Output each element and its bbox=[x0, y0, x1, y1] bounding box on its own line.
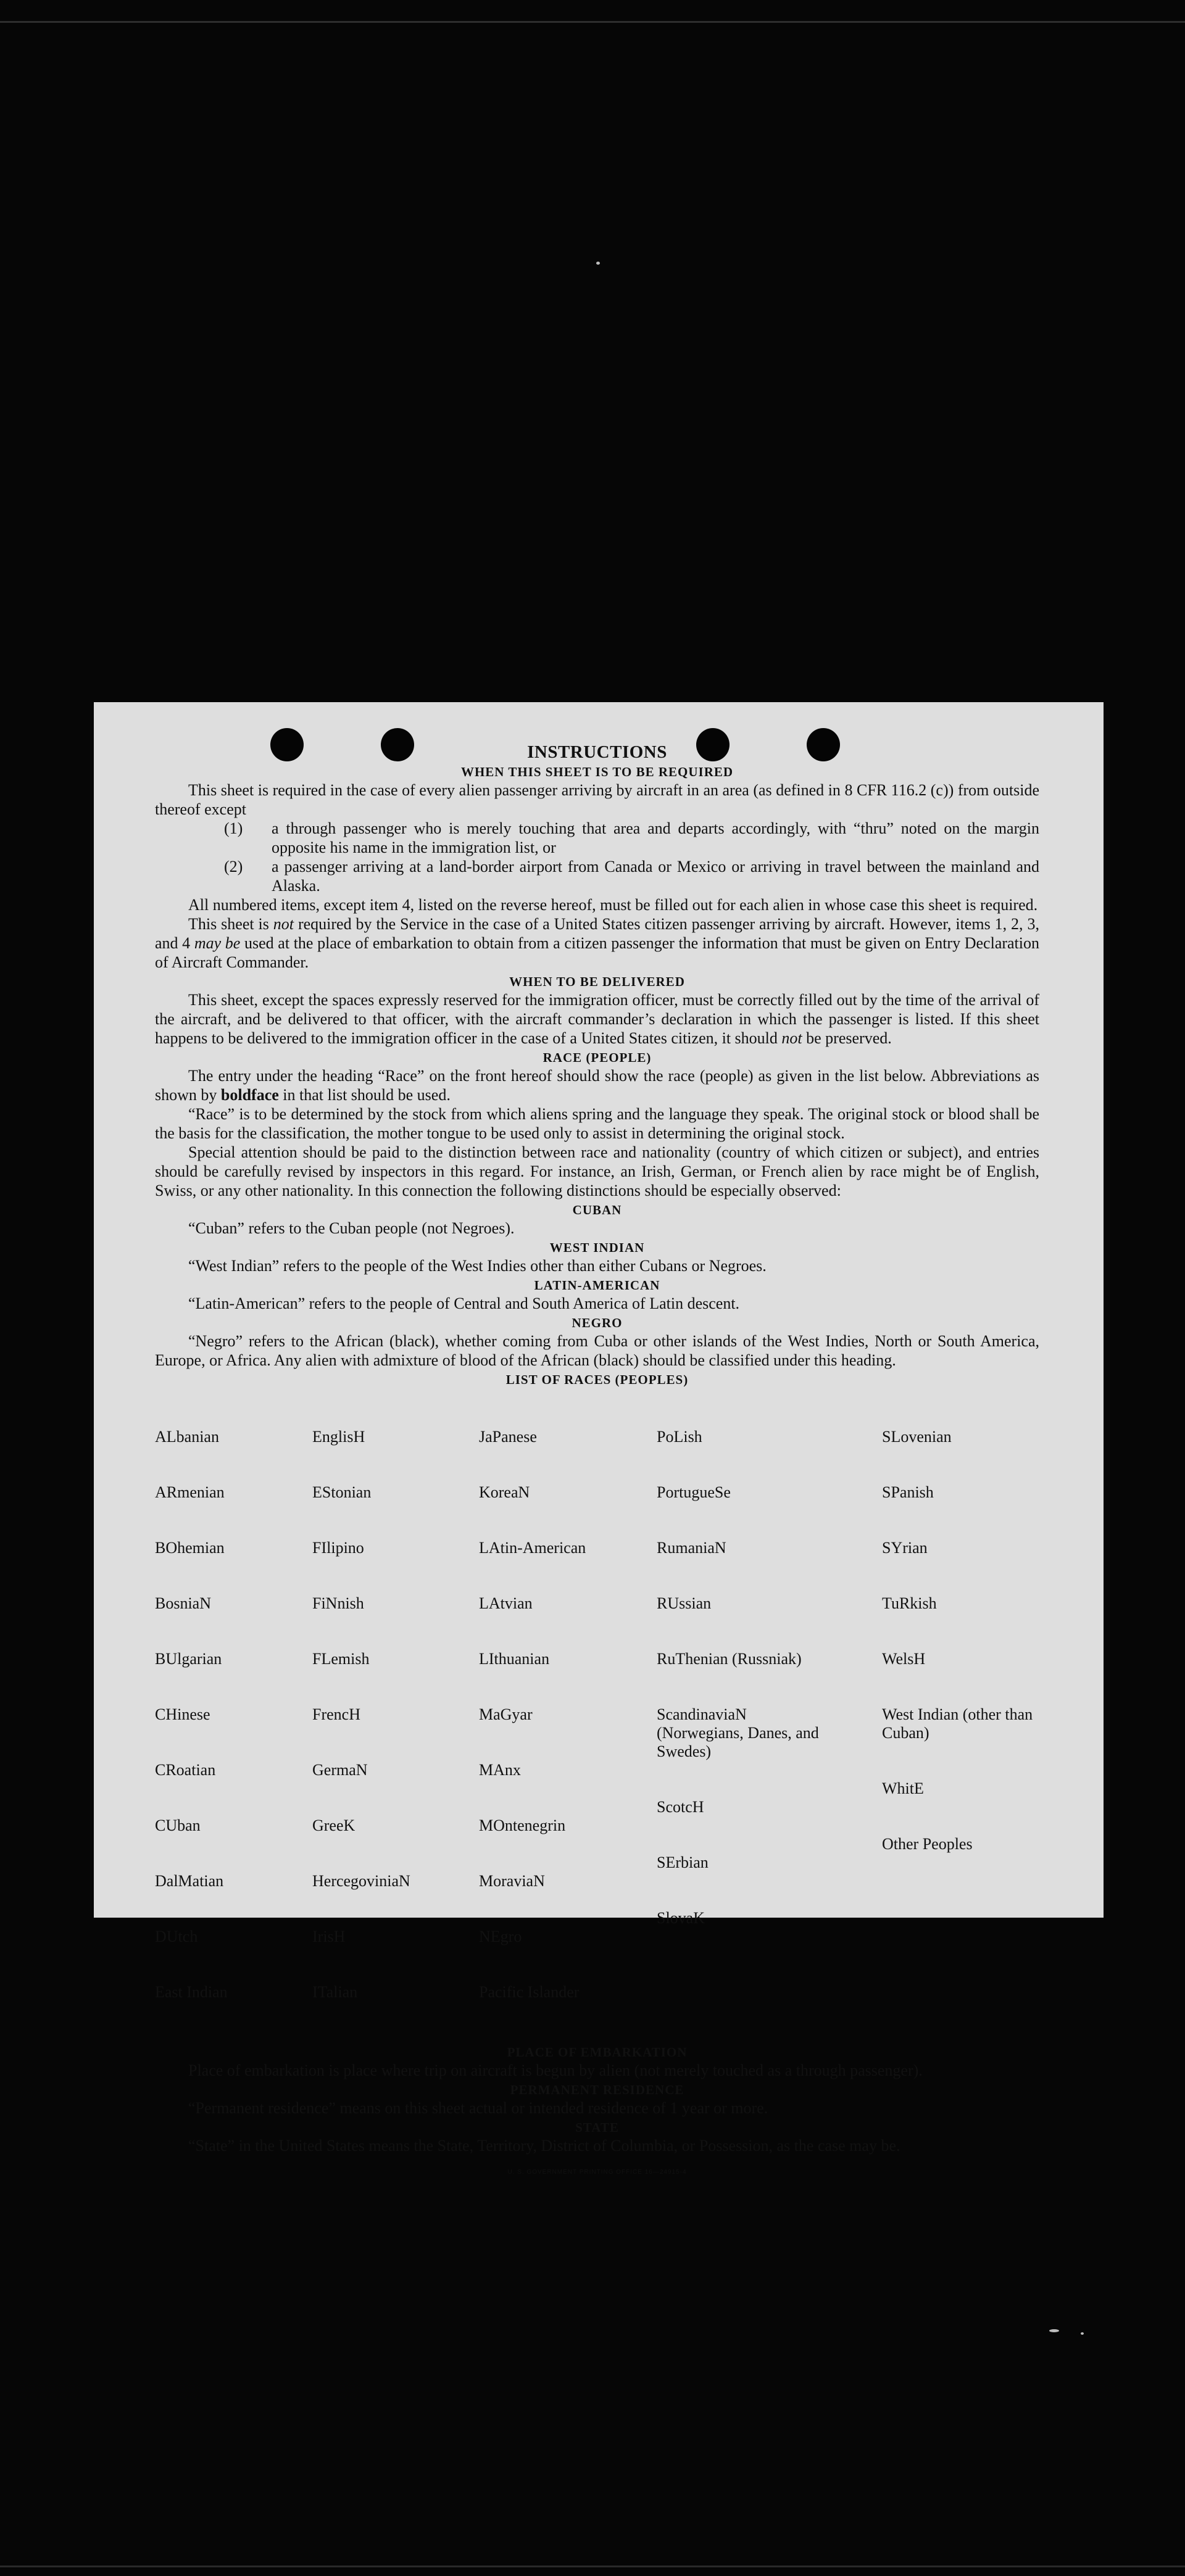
race-entry: LAtvian bbox=[479, 1594, 533, 1612]
top-scan-line bbox=[0, 21, 1185, 23]
place-of-embarkation-definition: Place of embarkation is place where trip on aircraft is begun by alien (not merely touched as a through passenger). bbox=[188, 2061, 923, 2079]
negro-definition: “Negro” refers to the African (black), whether coming from Cuba or other islands of the West Indies, North or South America, Europe, or Africa. Any alien with admixture of blood of the African (black) should be classified under this heading. bbox=[155, 1332, 1039, 1369]
race-entry: DalMatian bbox=[155, 1872, 224, 1890]
race-entry: CUban bbox=[155, 1816, 201, 1834]
west-indian-definition: “West Indian” refers to the people of the West Indies other than either Cubans or Negroes. bbox=[188, 1257, 767, 1275]
race-entry: MOntenegrin bbox=[479, 1816, 566, 1834]
state-definition: “State” in the United States means the State, Territory, District of Columbia, or Possession, as the case may be. bbox=[188, 2137, 900, 2155]
cuban-definition: “Cuban” refers to the Cuban people (not Negroes). bbox=[188, 1219, 515, 1237]
page-title: INSTRUCTIONS bbox=[527, 742, 667, 762]
race-entry: GermaN bbox=[312, 1761, 368, 1779]
race-entry: BosniaN bbox=[155, 1594, 211, 1612]
race-entry: SLovenian bbox=[882, 1428, 952, 1446]
race-entry: SPanish bbox=[882, 1483, 934, 1501]
heading-west-indian: WEST INDIAN bbox=[549, 1240, 645, 1255]
when-delivered-paragraph: This sheet, except the spaces expressly reserved for the immigration officer, must be correctly filled out by the time of the arrival of the aircraft, and be delivered to that officer, with the aircraft commander’s declaration in which the passenger is listed. If this sheet happens to be delivered to the immigration officer in the case of a United States citizen, it should not be preserved. bbox=[155, 991, 1039, 1047]
race-entry: ALbanian bbox=[155, 1428, 219, 1446]
heading-cuban: CUBAN bbox=[572, 1203, 622, 1217]
heading-latin-american: LATIN-AMERICAN bbox=[534, 1278, 660, 1293]
race-entry: ARmenian bbox=[155, 1483, 225, 1501]
race-paragraph-2: “Race” is to be determined by the stock from which aliens spring and the language they speak. The original stock or blood shall be the basis for the classification, the mother tongue to be used only to assist in determining the original stock. bbox=[155, 1105, 1039, 1142]
race-entry: MaGyar bbox=[479, 1705, 533, 1723]
heading-race: RACE (PEOPLE) bbox=[543, 1050, 652, 1065]
race-entry: RumaniaN bbox=[657, 1539, 726, 1557]
printing-office-imprint: U. S. GOVERNMENT PRINTING OFFICE 16—24915-4 bbox=[507, 2169, 687, 2176]
item-number: (1) bbox=[224, 819, 243, 837]
race-entry: SlovaK bbox=[657, 1909, 705, 1927]
race-entry: SYrian bbox=[882, 1539, 928, 1557]
race-entry: BUlgarian bbox=[155, 1650, 222, 1668]
race-entry: PoLish bbox=[657, 1428, 702, 1446]
item-text: a through passenger who is merely touching that area and departs accordingly, with “thru” noted on the margin opposite his name in the immigration list, or bbox=[272, 819, 1039, 856]
punch-hole bbox=[381, 728, 414, 761]
race-entry: WhitE bbox=[882, 1779, 924, 1797]
race-entry: West Indian (other than Cuban) bbox=[882, 1705, 1033, 1742]
race-entry: RUssian bbox=[657, 1594, 712, 1612]
race-entry: IrisH bbox=[312, 1928, 346, 1945]
race-entry: FiNnish bbox=[312, 1594, 364, 1612]
race-entry: FIlipino bbox=[312, 1539, 364, 1557]
race-paragraph-1: The entry under the heading “Race” on the front hereof should show the race (people) as given in the list below. Abbreviations as shown by boldface in that list should be used. bbox=[155, 1067, 1039, 1104]
races-list bbox=[155, 1391, 1039, 2039]
punch-hole bbox=[270, 728, 304, 761]
exception-item-2 bbox=[155, 857, 1039, 895]
citizen-paragraph: This sheet is not required by the Service in the case of a United States citizen passenger arriving by aircraft. However, items 1, 2, 3, and 4 may be used at the place of embarkation to obtain from a citizen passenger the information that must be given on Entry Declaration of Aircraft Commander. bbox=[155, 915, 1039, 971]
scan-speck bbox=[1081, 2332, 1084, 2335]
item-number: (2) bbox=[224, 858, 243, 876]
race-entry: FLemish bbox=[312, 1650, 370, 1668]
race-entry: LAtin-American bbox=[479, 1539, 586, 1557]
scan-speck bbox=[1049, 2329, 1059, 2332]
punch-hole bbox=[807, 728, 840, 761]
instruction-sheet bbox=[94, 702, 1104, 2176]
race-entry: JaPanese bbox=[479, 1428, 537, 1446]
race-entry: LIthuanian bbox=[479, 1650, 550, 1668]
race-entry: MoraviaN bbox=[479, 1872, 545, 1890]
races-column-2 bbox=[312, 1391, 479, 2039]
race-entry: GreeK bbox=[312, 1816, 356, 1834]
race-paragraph-3: Special attention should be paid to the distinction between race and nationality (country of which citizen or subject), and entries should be carefully revised by inspectors in this regard. For instance, an Irish, German, or French alien by race might be of English, Swiss, or any other nationality. In this connection the following distinctions should be especially observed: bbox=[155, 1143, 1039, 1199]
item-text: a passenger arriving at a land-border airport from Canada or Mexico or arriving in travel between the mainland and Alaska. bbox=[272, 858, 1039, 895]
race-entry: East Indian bbox=[155, 1983, 228, 2001]
numbered-items-paragraph: All numbered items, except item 4, listed on the reverse hereof, must be filled out for each alien in whose case this sheet is required. bbox=[188, 896, 1038, 914]
race-entry: PortugueSe bbox=[657, 1483, 731, 1501]
permanent-residence-definition: “Permanent residence” means on this sheet actual or intended residence of 1 year or more. bbox=[188, 2099, 768, 2117]
heading-when-required: WHEN THIS SHEET IS TO BE REQUIRED bbox=[460, 764, 734, 779]
race-entry: EStonian bbox=[312, 1483, 372, 1501]
race-entry: FrencH bbox=[312, 1705, 360, 1723]
race-entry: EnglisH bbox=[312, 1428, 365, 1446]
race-entry: Pacific Islander bbox=[479, 1983, 580, 2001]
race-entry: MAnx bbox=[479, 1761, 521, 1779]
race-entry: SErbian bbox=[657, 1853, 709, 1871]
heading-when-delivered: WHEN TO BE DELIVERED bbox=[509, 974, 685, 989]
exception-item-1 bbox=[155, 819, 1039, 857]
race-entry: RuThenian (Russniak) bbox=[657, 1650, 802, 1668]
race-entry: HercegoviniaN bbox=[312, 1872, 410, 1890]
race-entry: BOhemian bbox=[155, 1539, 225, 1557]
race-entry: ITalian bbox=[312, 1983, 358, 2001]
race-entry: ScandinaviaN (Norwegians, Danes, and Swedes) bbox=[657, 1705, 819, 1760]
race-entry: CRoatian bbox=[155, 1761, 216, 1779]
races-column-3 bbox=[479, 1391, 657, 2039]
latin-american-definition: “Latin-American” refers to the people of Central and South America of Latin descent. bbox=[188, 1294, 740, 1312]
race-entry: KoreaN bbox=[479, 1483, 530, 1501]
scan-speck bbox=[596, 262, 600, 265]
heading-list-of-races: LIST OF RACES (PEOPLES) bbox=[505, 1372, 689, 1387]
races-column-1 bbox=[155, 1391, 312, 2039]
heading-place-of-embarkation: PLACE OF EMBARKATION bbox=[507, 2045, 688, 2060]
race-entry: Other Peoples bbox=[882, 1835, 973, 1853]
race-entry: WelsH bbox=[882, 1650, 926, 1668]
race-entry: NEgro bbox=[479, 1928, 522, 1945]
when-required-intro: This sheet is required in the case of every alien passenger arriving by aircraft in an area (as defined in 8 CFR 116.2 (c)) from outside thereof except bbox=[155, 781, 1039, 818]
races-column-5 bbox=[882, 1391, 1041, 2039]
bottom-scan-line bbox=[0, 2566, 1185, 2567]
races-column-4 bbox=[657, 1391, 882, 2039]
race-entry: ScotcH bbox=[657, 1798, 704, 1816]
heading-permanent-residence: PERMANENT RESIDENCE bbox=[510, 2082, 684, 2097]
race-entry: CHinese bbox=[155, 1705, 210, 1723]
heading-negro: NEGRO bbox=[572, 1315, 623, 1330]
punch-hole bbox=[696, 728, 730, 761]
race-entry: TuRkish bbox=[882, 1594, 937, 1612]
race-entry: DUtch bbox=[155, 1928, 198, 1945]
heading-state: STATE bbox=[575, 2120, 619, 2135]
